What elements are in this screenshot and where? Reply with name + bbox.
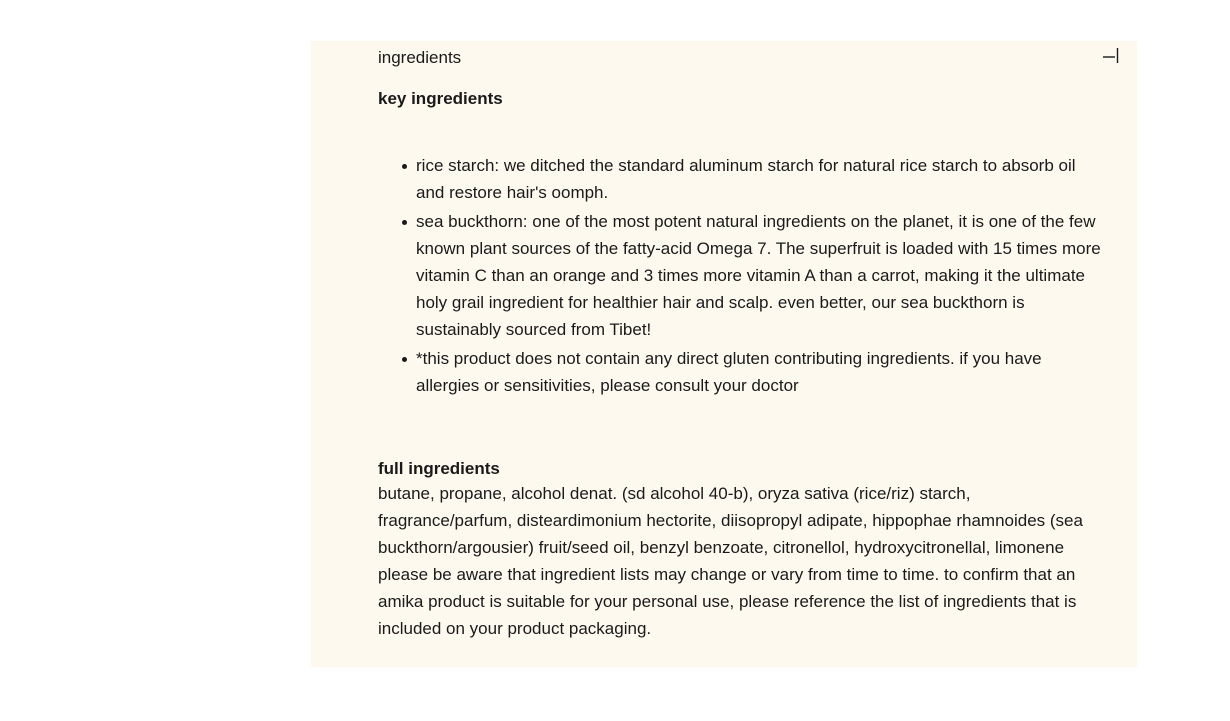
list-item: sea buckthorn: one of the most potent natural ingredients on the planet, it is one of the few known plant sources of the fatty-acid Omega 7. The superfruit is loaded with 15 times more vitamin C than an orange and 3 times more vitamin A than a carrot, making it the ultimate holy grail ingredient for healthier hair and scalp. even better, our sea buckthorn is sustainably sourced from Tibet! [416, 208, 1108, 343]
ingredients-disclaimer: please be aware that ingredient lists may change or vary from time to time. to confirm that an amika product is suitable for your personal use, please reference the list of ingredients that is included on your product packaging. [378, 565, 1077, 638]
key-ingredients-heading: key ingredients [378, 89, 503, 108]
list-item: rice starch: we ditched the standard aluminum starch for natural rice starch to absorb oil and restore hair's oomph. [416, 152, 1108, 206]
ingredients-accordion-header[interactable] [378, 41, 1108, 73]
ingredients-content [378, 41, 1108, 642]
ingredients-accordion-panel [311, 41, 1137, 667]
full-ingredients-list: butane, propane, alcohol denat. (sd alcohol 40-b), oryza sativa (rice/riz) starch, fragrance/parfum, disteardimonium hectorite, diisopropyl adipate, hippophae rhamnoides (sea buckthorn/argousier) fruit/seed oil, benzyl benzoate, citronellol, hydroxycitronellal, limonene [378, 484, 1083, 557]
minus-icon[interactable] [1102, 47, 1120, 65]
accordion-title: ingredients [378, 47, 462, 67]
list-item: *this product does not contain any direct gluten contributing ingredients. if you have allergies or sensitivities, please consult your doctor [416, 345, 1108, 399]
full-ingredients-heading: full ingredients [378, 459, 500, 478]
key-ingredients-list [378, 152, 1108, 399]
